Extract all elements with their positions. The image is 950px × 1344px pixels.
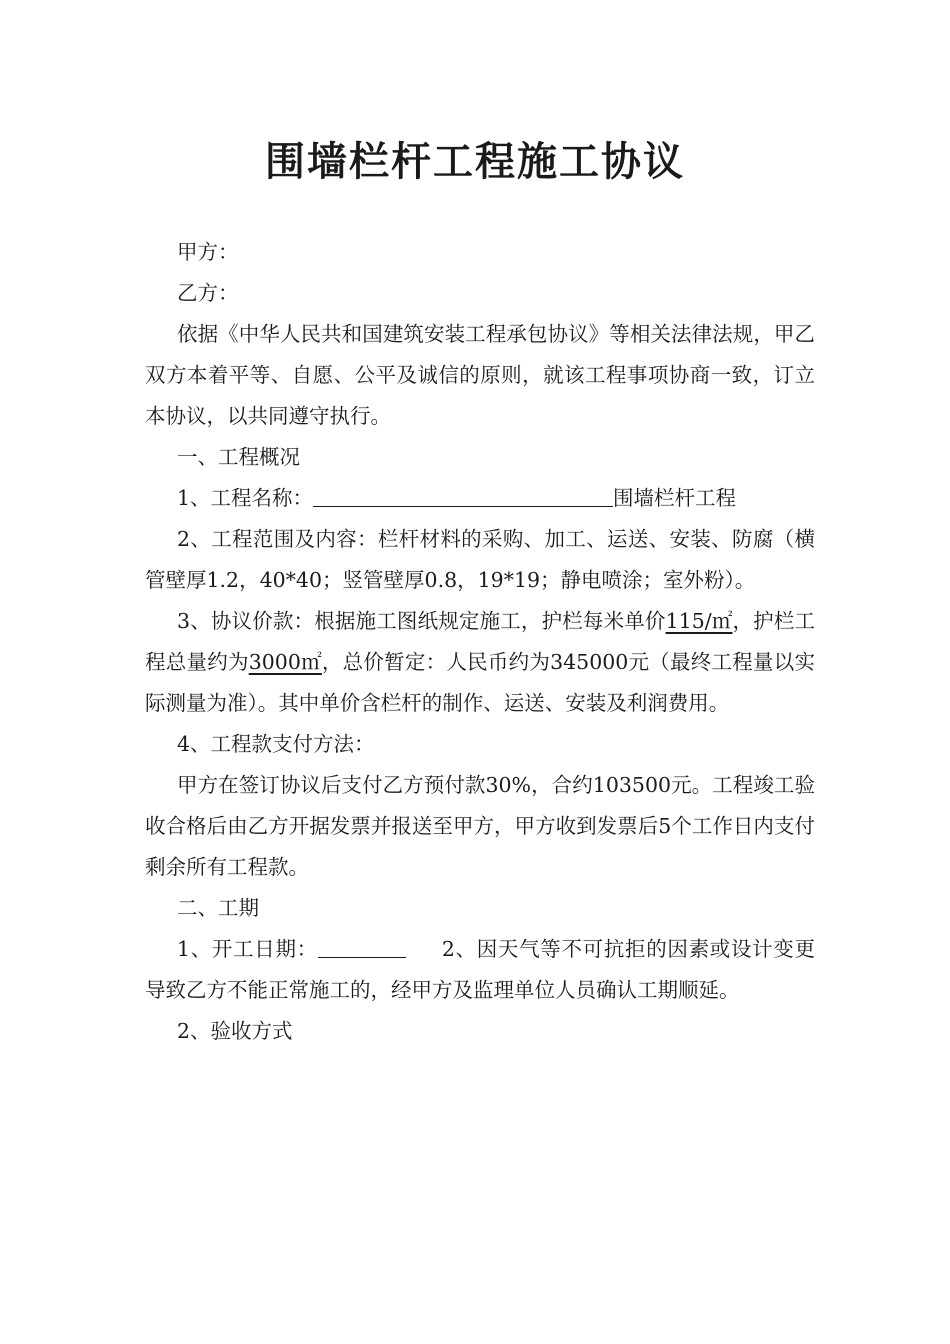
price-text-2: ，护栏工程总量约为 xyxy=(145,609,815,674)
project-name-line xyxy=(145,478,815,519)
schedule-paragraph xyxy=(145,929,815,1011)
section-1-heading: 一、工程概况 xyxy=(177,445,300,469)
price-paragraph xyxy=(145,601,815,724)
scope-paragraph: 2、工程范围及内容：栏杆材料的采购、加工、运送、安装、防腐（横管壁厚1.2，40*40；竖管壁厚0.8，19*19；静电喷涂；室外粉）。 xyxy=(145,527,815,592)
project-name-label: 1、工程名称： xyxy=(177,486,314,510)
delay-clause: 2、因天气等不可抗拒的因素或设计变更导致乙方不能正常施工的，经甲方及监理单位人员确认工期顺延。 xyxy=(145,937,815,1002)
acceptance-heading: 2、验收方式 xyxy=(177,1019,293,1043)
price-text-3: ，总价暂定：人民币约为345000元（最终工程量以实际测量为准）。其中单价含栏杆的制作、运送、安装及利润费用。 xyxy=(145,650,816,715)
document-title: 围墙栏杆工程施工协议 xyxy=(265,138,685,185)
project-name-blank xyxy=(313,482,613,507)
section-2-heading: 二、工期 xyxy=(177,896,259,920)
start-date-blank xyxy=(318,933,406,958)
document-body xyxy=(145,232,815,1052)
payment-paragraph: 甲方在签订协议后支付乙方预付款30%，合约103500元。工程竣工验收合格后由乙方开据发票并报送至甲方，甲方收到发票后5个工作日内支付剩余所有工程款。 xyxy=(145,773,815,879)
start-date-label: 1、开工日期： xyxy=(177,937,318,961)
intro-paragraph: 依据《中华人民共和国建筑安装工程承包协议》等相关法律法规，甲乙双方本着平等、自愿、公平及诚信的原则，就该工程事项协商一致，订立本协议，以共同遵守执行。 xyxy=(145,322,815,428)
party-a-line: 甲方： xyxy=(177,240,239,264)
price-text-1: 3、协议价款：根据施工图纸规定施工，护栏每米单价 xyxy=(177,609,666,633)
party-b-line: 乙方： xyxy=(177,281,239,305)
project-name-value: 围墙栏杆工程 xyxy=(613,486,737,510)
unit-price-value: 115/㎡ xyxy=(665,609,733,633)
payment-heading: 4、工程款支付方法： xyxy=(177,732,375,756)
quantity-value: 3000㎡ xyxy=(248,650,322,674)
